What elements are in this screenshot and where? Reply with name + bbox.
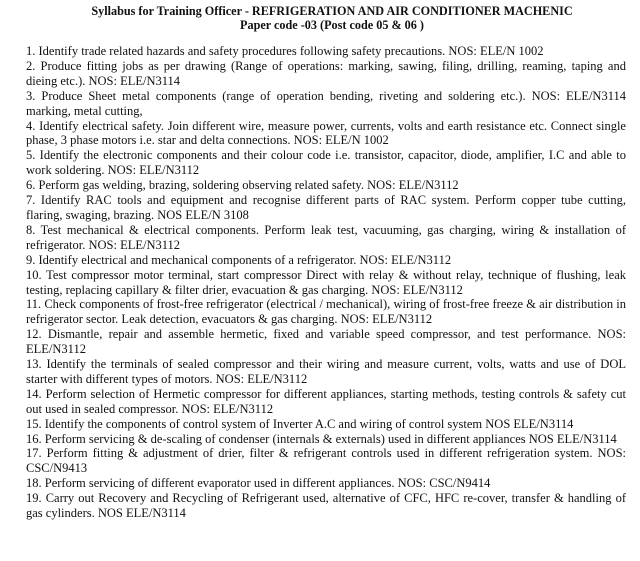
syllabus-item: 11. Check components of frost-free refrigerator (electrical / mechanical), wiring of frost-free freeze & air distribution in refrigerator sector. Leak detection, evacuators & gas charging. NOS: ELE/N3112: [26, 297, 626, 327]
syllabus-item: 18. Perform servicing of different evaporator used in different appliances. NOS: CSC/N9414: [26, 476, 491, 491]
syllabus-item: 9. Identify electrical and mechanical components of a refrigerator. NOS: ELE/N3112: [26, 252, 452, 267]
syllabus-item: 16. Perform servicing & de-scaling of condenser (internals & externals) used in different appliances NOS ELE/N3114: [26, 431, 617, 446]
document-subtitle: Paper code -03 (Post code 05 & 06 ): [240, 18, 424, 32]
syllabus-item: 7. Identify RAC tools and equipment and recognise different parts of RAC system. Perform copper tube cutting, flaring, swaging, brazing. NOS ELE/N 3108: [26, 193, 626, 222]
syllabus-item: 13. Identify the terminals of sealed compressor and their wiring and measure current, volts, watts and use of DOL starter with different types of motors. NOS: ELE/N3112: [26, 357, 626, 386]
syllabus-item: 12. Dismantle, repair and assemble hermetic, fixed and variable speed compressor, and test performance. NOS: ELE/N3112: [26, 327, 626, 357]
syllabus-item: 4. Identify electrical safety. Join different wire, measure power, currents, volts and earth resistance etc. Connect single phase, 3 phase motors i.e. star and delta connections. NOS: ELE/N 1002: [26, 118, 626, 148]
syllabus-item: 19. Carry out Recovery and Recycling of Refrigerant used, alternative of CFC, HFC re-cover, transfer & handling of gas cylinders. NOS ELE/N3114: [26, 491, 626, 521]
syllabus-list: [26, 44, 626, 521]
syllabus-item: 15. Identify the components of control system of Inverter A.C and wiring of control system NOS ELE/N3114: [26, 416, 574, 431]
document-title: Syllabus for Training Officer - REFRIGERATION AND AIR CONDITIONER MACHENIC: [91, 4, 573, 18]
syllabus-item: 14. Perform selection of Hermetic compressor for different appliances, starting methods, testing controls & safety cut out used in sealed compressor. NOS: ELE/N3112: [26, 386, 626, 416]
syllabus-item: 5. Identify the electronic components and their colour code i.e. transistor, capacitor, diode, amplifier, I.C and able to work soldering. NOS: ELE/N3112: [26, 148, 626, 178]
document-header: [26, 4, 626, 32]
syllabus-item: 8. Test mechanical & electrical components. Perform leak test, vacuuming, gas charging, wiring & installation of refrigerator. NOS: ELE/N3112: [26, 222, 626, 252]
syllabus-item: 2. Produce fitting jobs as per drawing (Range of operations: marking, sawing, filing, drilling, reaming, taping and dieing etc.). NOS: ELE/N3114: [26, 58, 626, 88]
syllabus-item: 6. Perform gas welding, brazing, soldering observing related safety. NOS: ELE/N3112: [26, 178, 459, 193]
syllabus-item: 1. Identify trade related hazards and safety procedures following safety precautions. NOS: ELE/N 1002: [26, 44, 544, 58]
syllabus-item: 3. Produce Sheet metal components (range of operation bending, riveting and soldering etc.). NOS: ELE/N3114 marking, metal cutting,: [26, 88, 626, 118]
syllabus-item: 10. Test compressor motor terminal, start compressor Direct with relay & without relay, technique of flushing, leak testing, replacing capillary & filter drier, evacuation & gas charging. NOS: ELE/N3112: [26, 267, 626, 297]
syllabus-item: 17. Perform fitting & adjustment of drier, filter & refrigerant controls used in different refrigeration system. NOS: CSC/N9413: [26, 446, 626, 476]
